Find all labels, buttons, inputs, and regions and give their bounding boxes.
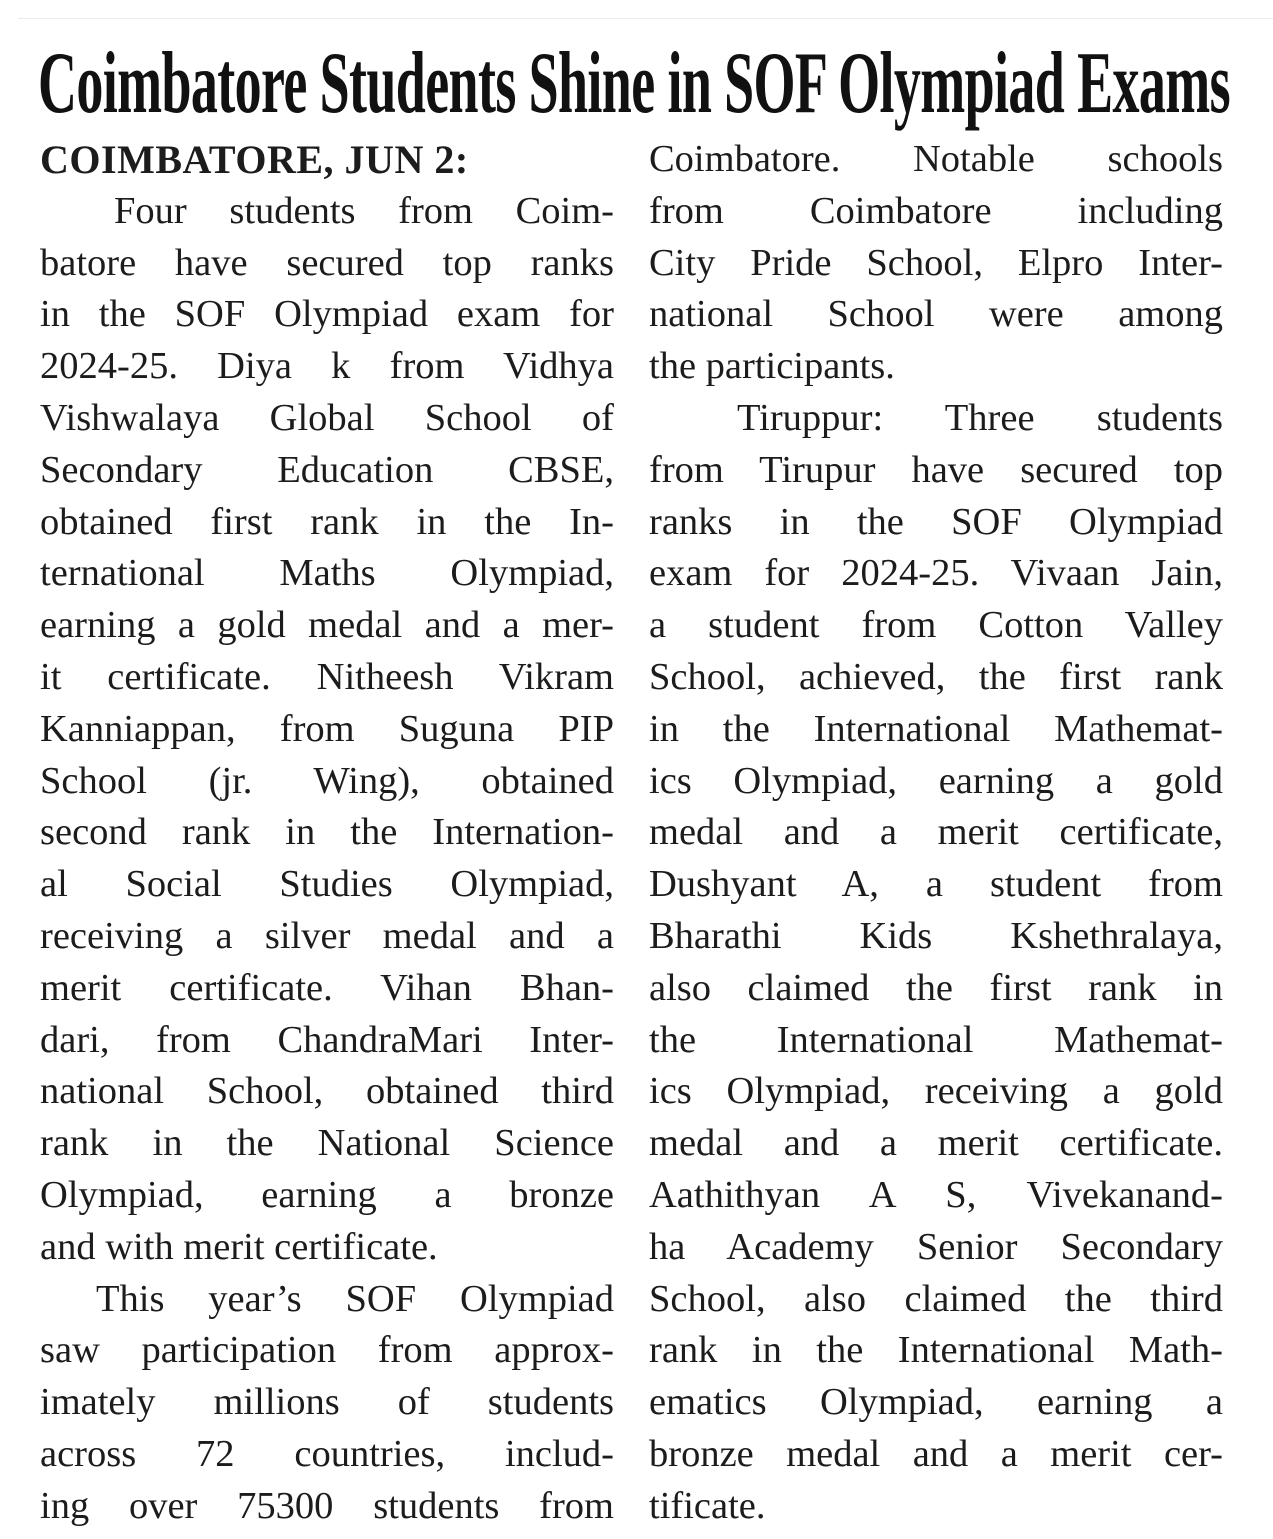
paragraph-line: tificate. — [649, 1484, 766, 1527]
paragraph-line: Secondary Education CBSE, — [40, 448, 614, 491]
headline-container — [38, 34, 1238, 134]
paragraph-line: This year’s SOF Olympiad — [96, 1277, 614, 1320]
paragraph-line: ranks in the SOF Olympiad — [649, 500, 1223, 543]
paragraph-line: School (jr. Wing), obtained — [40, 759, 614, 802]
paragraph-line: Olympiad, earning a bronze — [40, 1173, 614, 1216]
paragraph-line: a student from Cotton Valley — [649, 604, 1223, 647]
paragraph-line: 2024-25. Diya k from Vidhya — [40, 345, 614, 388]
paragraph-line: Vishwalaya Global School of — [40, 396, 614, 439]
paragraph-line: batore have secured top ranks — [40, 241, 614, 284]
paragraph-line: al Social Studies Olympiad, — [40, 863, 614, 906]
paragraph-line: rank in the International Math- — [649, 1329, 1223, 1372]
paragraph-line: ics Olympiad, earning a gold — [649, 759, 1223, 802]
paragraph-line: second rank in the Internation- — [40, 811, 614, 854]
paragraph-line: earning a gold medal and a mer- — [40, 604, 614, 647]
paragraph-line: Dushyant A, a student from — [649, 863, 1223, 906]
paragraph-line: ematics Olympiad, earning a — [649, 1381, 1223, 1424]
paragraph-line: from Coimbatore including — [649, 189, 1223, 232]
paragraph-line: medal and a merit certificate, — [649, 811, 1223, 854]
paragraph-line: imately millions of students — [40, 1381, 614, 1424]
paragraph-line: School, achieved, the first rank — [649, 655, 1223, 698]
paragraph-line: national School were among — [649, 293, 1223, 336]
paragraph-line: saw participation from approx- — [40, 1329, 614, 1372]
paragraph-line: bronze medal and a merit cer- — [649, 1432, 1223, 1475]
paragraph-line: ha Academy Senior Secondary — [649, 1225, 1223, 1268]
paragraph-line: exam for 2024-25. Vivaan Jain, — [649, 552, 1223, 595]
paragraph-line: Aathithyan A S, Vivekanand- — [649, 1173, 1223, 1216]
left-column — [40, 134, 614, 1533]
paragraph-line: obtained first rank in the In- — [40, 500, 614, 543]
paragraph-line: national School, obtained third — [40, 1070, 614, 1113]
paragraph-line: Kanniappan, from Suguna PIP — [40, 707, 614, 750]
paragraph-line: ternational Maths Olympiad, — [40, 552, 614, 595]
paragraph-line: Bharathi Kids Kshethralaya, — [649, 914, 1223, 957]
paragraph-line: in the SOF Olympiad exam for — [40, 293, 614, 336]
right-column — [649, 134, 1223, 1533]
paragraph-line: Tiruppur: Three students — [737, 396, 1223, 439]
paragraph-line: dari, from ChandraMari Inter- — [40, 1018, 614, 1061]
paragraph-line: Four students from Coim- — [114, 189, 614, 232]
paragraph-line: receiving a silver medal and a — [40, 914, 614, 957]
top-rule — [18, 18, 1273, 19]
paragraph-line: the participants. — [649, 345, 895, 388]
paragraph-line: across 72 countries, includ- — [40, 1432, 614, 1475]
paragraph-line: medal and a merit certificate. — [649, 1122, 1223, 1165]
paragraph-line: merit certificate. Vihan Bhan- — [40, 966, 614, 1009]
paragraph-line: ics Olympiad, receiving a gold — [649, 1070, 1223, 1113]
paragraph-line: it certificate. Nitheesh Vikram — [40, 655, 614, 698]
paragraph-line: also claimed the first rank in — [649, 966, 1223, 1009]
headline: Coimbatore Students Shine in SOF Olympiad Exams — [38, 35, 1230, 132]
paragraph-line: School, also claimed the third — [649, 1277, 1223, 1320]
paragraph-line: rank in the National Science — [40, 1122, 614, 1165]
paragraph-line: Coimbatore. Notable schools — [649, 138, 1223, 180]
paragraph-line: ing over 75300 students from — [40, 1484, 614, 1527]
paragraph-line: and with merit certificate. — [40, 1225, 438, 1268]
paragraph-line: City Pride School, Elpro Inter- — [649, 241, 1223, 284]
dateline: COIMBATORE, JUN 2: — [40, 137, 469, 182]
paragraph-line: the International Mathemat- — [649, 1018, 1223, 1061]
paragraph-line: from Tirupur have secured top — [649, 448, 1223, 491]
paragraph-line: in the International Mathemat- — [649, 707, 1223, 750]
